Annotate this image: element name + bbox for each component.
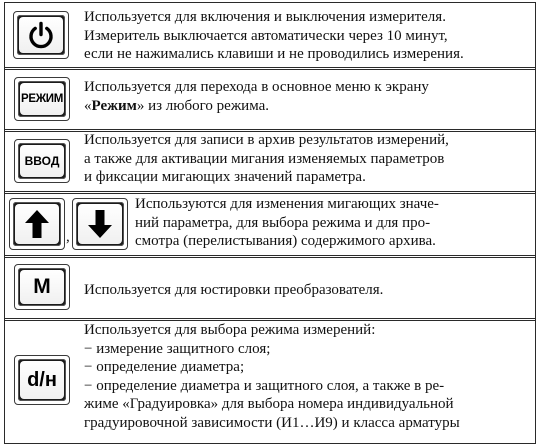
m-key — [14, 264, 70, 310]
mode-key — [14, 77, 70, 121]
key-cell — [5, 319, 81, 443]
arrow-keys-desc-line-3: смотра (перелистывания) содержимого архива. — [135, 233, 436, 249]
power-icon — [26, 20, 56, 50]
dn-key-desc-line-5: жиме «Градуировка» для выбора номера индивидуальной — [84, 396, 454, 412]
arrow-keys-desc-line-2: ний параметра, для выбора режима и для про- — [135, 214, 431, 231]
power-key-desc-line-3: если не нажимались клавиши и не проводились измерения. — [84, 46, 464, 62]
arrow-up-key — [9, 198, 65, 250]
key-cell — [5, 130, 81, 191]
dn-key — [14, 355, 70, 405]
arrow-down-key — [72, 198, 128, 250]
keys-description-table — [4, 2, 536, 444]
key-cell — [5, 256, 81, 318]
row-arrow-keys — [5, 192, 535, 258]
key-cell — [5, 3, 81, 67]
key-cell — [5, 68, 81, 129]
arrow-keys-desc-line-1: Используются для изменения мигающих значе- — [135, 196, 439, 212]
dn-key-desc-line-4: − определение диаметра и защитного слоя, а также в ре- — [84, 377, 445, 394]
keys-separator: , — [66, 229, 70, 245]
dn-key-desc-line-6: градуировочной зависимости (И1…И9) и класса арматуры — [84, 414, 460, 431]
row-mode-key — [5, 68, 535, 132]
row-enter-key — [5, 130, 535, 194]
power-key-desc-line-2: Измеритель выключается автоматически через 10 минут, — [84, 27, 448, 44]
m-key-desc-line-1: Используется для юстировки преобразователя. — [84, 282, 384, 298]
mode-key-desc-line-1: Используется для перехода в основное меню к экрану — [84, 79, 429, 95]
arrow-down-icon — [87, 209, 113, 239]
enter-key-label: ВВОД — [20, 145, 64, 177]
arrow-up-icon — [24, 209, 50, 239]
dn-key-label: d/н — [20, 361, 64, 399]
dn-key-desc-line-2: − измерение защитного слоя; — [84, 340, 271, 357]
mode-key-label: РЕЖИМ — [20, 83, 64, 115]
mode-key-desc-line-2: «Режим» из любого режима. — [84, 97, 270, 114]
mode-name: Режим — [91, 97, 137, 114]
enter-key — [14, 139, 70, 183]
enter-key-desc-line-1: Используется для записи в архив результатов измерений, — [84, 132, 449, 148]
enter-key-desc-line-2: а также для активации мигания изменяемых параметров — [84, 150, 445, 167]
dn-key-desc-line-3: − определение диаметра; — [84, 359, 245, 375]
power-key-desc-line-1: Используется для включения и выключения измерителя. — [84, 9, 446, 25]
m-key-label: М — [20, 270, 64, 304]
dn-key-desc-line-1: Используется для выбора режима измерений: — [84, 322, 376, 338]
row-dn-key — [5, 319, 535, 443]
row-power-key — [5, 3, 535, 70]
row-m-key — [5, 256, 535, 321]
power-key — [13, 11, 69, 59]
enter-key-desc-line-3: и фиксации мигающих значений параметра. — [84, 169, 366, 185]
